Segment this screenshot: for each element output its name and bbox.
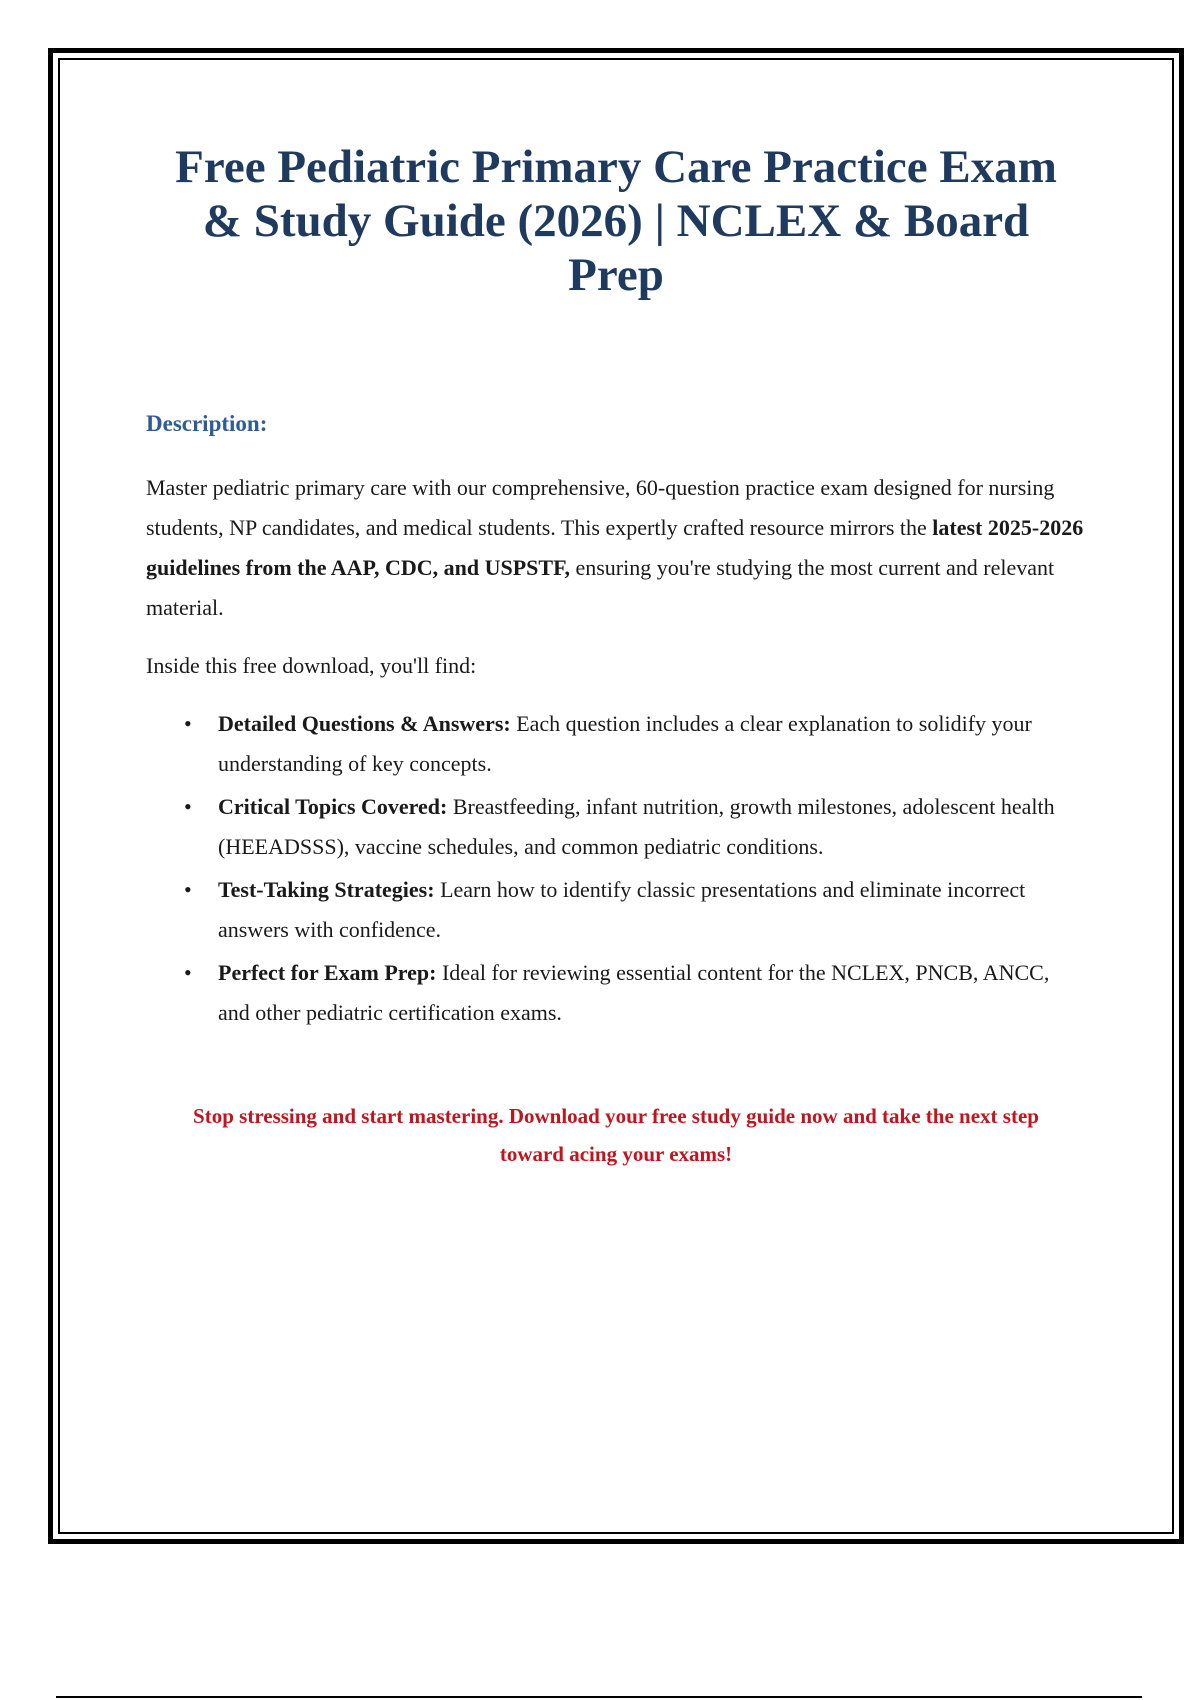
feature-label: Detailed Questions & Answers: [218,711,511,736]
description-heading: Description: [146,411,268,436]
feature-text: Learn how to identify classic presentations and eliminate incorrect answers with confidence. [218,877,1026,942]
intro-text-part1: Master pediatric primary care with our comprehensive, 60-question practice exam designed for nursing students, NP candidates, and medical students. This expertly crafted resource mirrors the [146,475,1055,540]
bullet-icon: • [184,711,192,736]
list-item [146,787,1086,867]
intro-paragraph [146,468,1086,628]
document-title: Free Pediatric Primary Care Practice Exam & Study Guide (2026) | NCLEX & Board Prep [175,141,1057,301]
intro-text-bold: latest 2025-2026 guidelines from the AAP, CDC, and USPSTF, [146,515,1084,580]
list-intro: Inside this free download, you'll find: [146,653,477,678]
page-border-inner [58,58,1174,1534]
page-border-outer [48,48,1184,1544]
bullet-icon: • [184,794,192,819]
call-to-action: Stop stressing and start mastering. Download your free study guide now and take the next step toward acing your exams! [193,1104,1039,1166]
feature-label: Test-Taking Strategies: [218,877,435,902]
intro-text-part2: ensuring you're studying the most current and relevant material. [146,555,1055,620]
bullet-icon: • [184,877,192,902]
feature-text: Breastfeeding, infant nutrition, growth milestones, adolescent health (HEEADSSS), vaccine schedules, and common pediatric conditions. [218,794,1055,859]
bullet-icon: • [184,960,192,985]
footer-rule [56,1696,1142,1698]
list-item [146,870,1086,950]
feature-list [146,704,1086,1033]
feature-text: Each question includes a clear explanation to solidify your understanding of key concepts. [218,711,1032,776]
list-item [146,953,1086,1033]
feature-label: Critical Topics Covered: [218,794,448,819]
list-item [146,704,1086,784]
document-body [146,140,1086,1173]
feature-text: Ideal for reviewing essential content for the NCLEX, PNCB, ANCC, and other pediatric certification exams. [218,960,1050,1025]
feature-label: Perfect for Exam Prep: [218,960,437,985]
